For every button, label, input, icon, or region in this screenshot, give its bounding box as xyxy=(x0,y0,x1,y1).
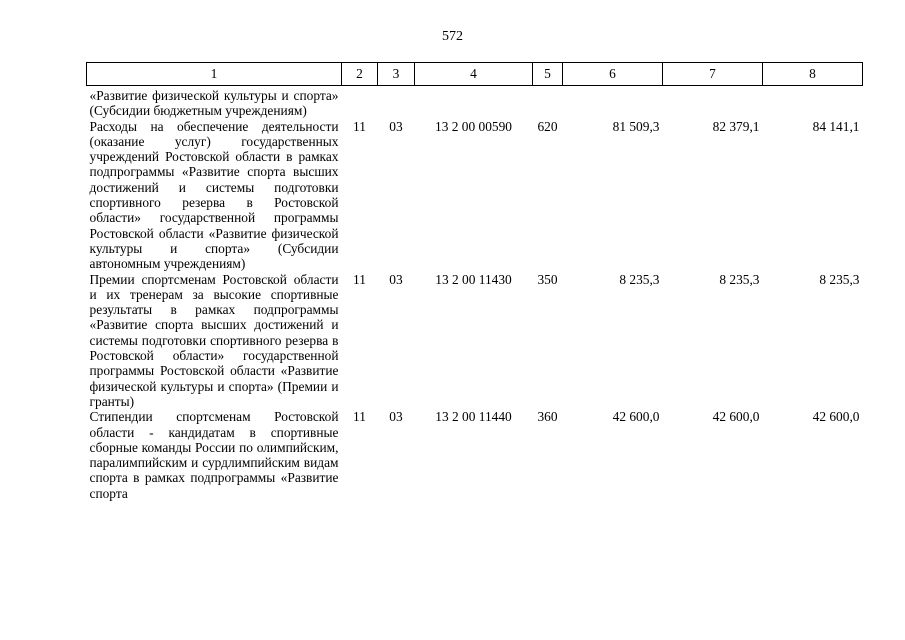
row-section: 11 xyxy=(353,118,366,134)
row-description: Премии спортсменам Ростовской области и их тренерам за высокие спортивные результаты в рамках подпрограммы «Развитие спорта высших достижений и системы подготовки спортивного резерва в Ростовской области» государственной программы Ростовской области «Развитие физической культуры и спорта» (Премии и гранты) xyxy=(89,271,339,409)
row-subsection: 03 xyxy=(389,118,403,134)
row-description: «Развитие физической культуры и спорта» (Субсидии бюджетным учреждениям) xyxy=(89,88,339,119)
column-header: 4 xyxy=(415,63,533,86)
row-description: Стипендии спортсменам Ростовской области - кандидатам в спортивные сборные команды России по олимпийским, паралимпийским и сурдлимпийским видам спорта в рамках подпрограммы «Развитие спорта xyxy=(89,409,339,501)
row-amount-year-1: 81 509,3 xyxy=(612,118,660,134)
row-expense-type xyxy=(533,86,563,119)
row-amount-year-1: 8 235,3 xyxy=(619,271,660,287)
row-amount-year-2: 8 235,3 xyxy=(719,271,760,287)
row-expense-type: 360 xyxy=(537,409,558,425)
row-amount-year-2: 82 379,1 xyxy=(712,118,760,134)
column-header: 2 xyxy=(342,63,378,86)
column-header: 5 xyxy=(533,63,563,86)
row-target-article: 13 2 00 11440 xyxy=(435,409,512,425)
column-header: 8 xyxy=(763,63,863,86)
row-amount-year-1 xyxy=(563,86,663,119)
row-amount-year-3 xyxy=(763,86,863,119)
row-description: Расходы на обеспечение деятельности (оказание услуг) государственных учреждений Ростовской области в рамках подпрограммы «Развитие спорта высших достижений и системы подготовки спортивного резерва в Ростовской области» государственной программы Ростовской области «Развитие физической культуры и спорта» (Субсидии автономным учреждениям) xyxy=(89,118,339,272)
table-row xyxy=(87,119,863,272)
row-subsection xyxy=(378,86,415,119)
row-subsection: 03 xyxy=(389,409,403,425)
table-header-row xyxy=(87,63,863,86)
row-amount-year-2 xyxy=(663,86,763,119)
row-section xyxy=(342,86,378,119)
row-expense-type: 350 xyxy=(537,271,558,287)
table-row xyxy=(87,409,863,501)
row-target-article xyxy=(415,86,533,119)
row-amount-year-3: 84 141,1 xyxy=(812,118,860,134)
table-row xyxy=(87,272,863,410)
row-amount-year-1: 42 600,0 xyxy=(612,409,660,425)
table-row xyxy=(87,86,863,119)
row-target-article: 13 2 00 11430 xyxy=(435,271,512,287)
row-amount-year-3: 42 600,0 xyxy=(812,409,860,425)
row-subsection: 03 xyxy=(389,271,403,287)
budget-table xyxy=(86,62,863,501)
row-amount-year-3: 8 235,3 xyxy=(819,271,860,287)
page-number: 572 xyxy=(442,29,463,44)
row-expense-type: 620 xyxy=(537,118,558,134)
row-section: 11 xyxy=(353,271,366,287)
row-target-article: 13 2 00 00590 xyxy=(435,118,512,134)
column-header: 1 xyxy=(87,63,342,86)
row-section: 11 xyxy=(353,409,366,425)
column-header: 3 xyxy=(378,63,415,86)
column-header: 7 xyxy=(663,63,763,86)
row-amount-year-2: 42 600,0 xyxy=(712,409,760,425)
column-header: 6 xyxy=(563,63,663,86)
